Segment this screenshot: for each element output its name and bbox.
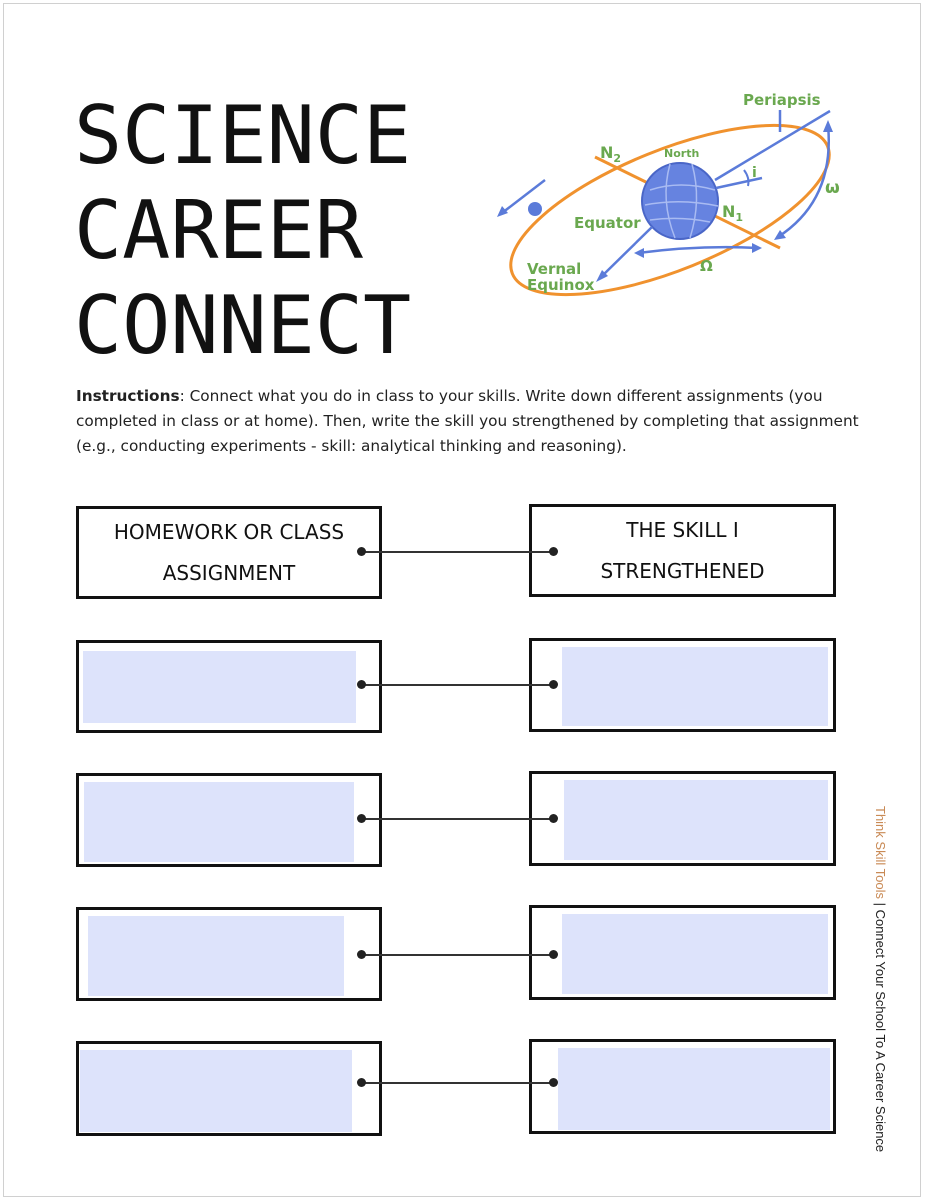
footer-brand: Think Skill Tools xyxy=(873,806,888,899)
header-assignment-line1: HOMEWORK OR CLASS xyxy=(113,519,345,544)
assignment-box-1[interactable] xyxy=(76,640,382,733)
skill-box-2[interactable] xyxy=(529,771,836,866)
skill-input-1[interactable] xyxy=(562,647,828,726)
connector-dot xyxy=(549,814,558,823)
label-equinox: Equinox xyxy=(527,276,595,294)
connector-dot xyxy=(549,950,558,959)
assignment-input-2[interactable] xyxy=(84,782,354,862)
label-periapsis: Periapsis xyxy=(743,91,821,109)
connector-dot xyxy=(357,680,366,689)
skill-input-3[interactable] xyxy=(562,914,828,994)
header-skill-line1: THE SKILL I xyxy=(626,517,739,542)
label-n1: $N_1$ xyxy=(722,202,744,224)
instructions xyxy=(76,384,896,459)
connector-line xyxy=(361,551,553,553)
skill-box-4[interactable] xyxy=(529,1039,836,1134)
assignment-box-3[interactable] xyxy=(76,907,382,1001)
label-i: i xyxy=(752,165,757,181)
footer-separator: | xyxy=(873,898,888,910)
connector-dot xyxy=(549,1078,558,1087)
label-small-omega: ω xyxy=(825,178,840,198)
assignment-input-3[interactable] xyxy=(88,916,344,996)
instructions-text: : Connect what you do in class to your skills. Write down different assignments (you completed in class or at home). Then, write the skill you strengthened by completing that assignment (e.g., conducting experiments - skill: analytical thinking and reasoning). xyxy=(76,387,859,455)
title-line-3: CONNECT xyxy=(74,279,412,372)
skill-input-2[interactable] xyxy=(564,780,828,860)
skill-box-3[interactable] xyxy=(529,905,836,1000)
assignment-box-4[interactable] xyxy=(76,1041,382,1136)
connector-dot xyxy=(549,680,558,689)
connector-dot xyxy=(357,814,366,823)
label-n2: $N_2$ xyxy=(600,143,622,165)
connector-line xyxy=(361,818,553,820)
periapsis-vector xyxy=(715,111,830,180)
header-assignment xyxy=(76,506,382,599)
instructions-label: Instructions xyxy=(76,387,180,405)
connector-line xyxy=(361,1082,553,1084)
connector-line xyxy=(361,954,553,956)
connector-dot xyxy=(357,950,366,959)
header-assignment-line2: ASSIGNMENT xyxy=(162,560,296,585)
title-line-2: CAREER xyxy=(74,184,363,277)
label-vernal: Vernal xyxy=(527,260,582,278)
skill-input-4[interactable] xyxy=(558,1048,830,1130)
connector-dot xyxy=(357,547,366,556)
label-north: North xyxy=(664,147,700,160)
title-line-1: SCIENCE xyxy=(74,89,412,182)
satellite xyxy=(528,202,542,216)
connector-dot xyxy=(549,547,558,556)
assignment-box-2[interactable] xyxy=(76,773,382,867)
label-equator: Equator xyxy=(574,214,641,232)
footer-vertical xyxy=(873,806,888,1152)
orbit-diagram xyxy=(470,80,870,310)
header-skill-line2: STRENGTHENED xyxy=(600,558,765,583)
connector-dot xyxy=(357,1078,366,1087)
label-big-omega: Ω xyxy=(700,257,713,275)
assignment-input-1[interactable] xyxy=(83,651,356,723)
connector-line xyxy=(361,684,553,686)
footer-tagline: Connect Your School To A Career Science xyxy=(873,909,888,1153)
skill-box-1[interactable] xyxy=(529,638,836,732)
assignment-input-4[interactable] xyxy=(80,1050,352,1132)
header-skill xyxy=(529,504,836,597)
